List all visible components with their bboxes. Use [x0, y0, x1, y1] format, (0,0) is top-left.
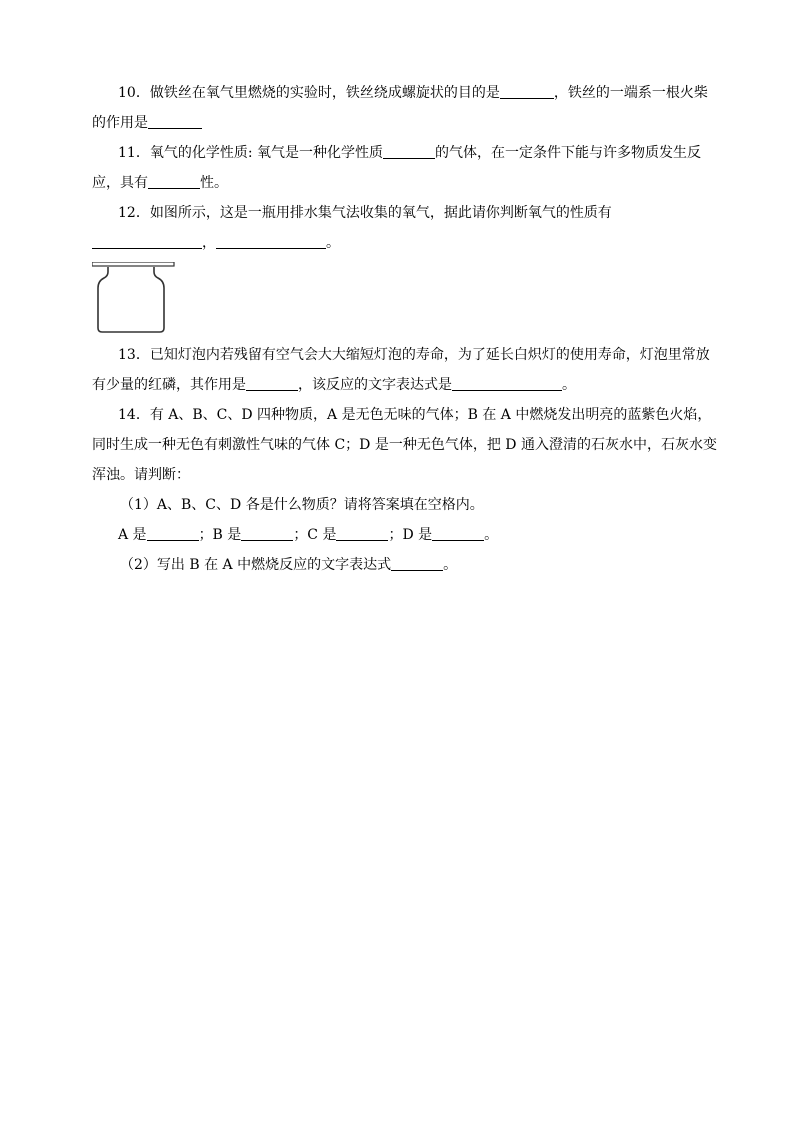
q14-text-3: 浑浊。请判断：	[92, 467, 190, 483]
question-13-line-1	[92, 340, 712, 370]
q14-c-blank[interactable]	[336, 526, 388, 541]
q14-a-label: A 是	[118, 527, 147, 543]
q14-sub1-text: （1）A、B、C、D 各是什么物质？请将答案填在空格内。	[120, 497, 484, 513]
q10-blank-2[interactable]	[148, 114, 202, 129]
q11-blank-1[interactable]	[383, 144, 435, 159]
question-14-line-1	[92, 400, 712, 430]
question-14-answers	[92, 520, 712, 550]
q12-sep: ，	[202, 235, 216, 251]
question-10-line-2	[92, 108, 712, 138]
question-13-line-2	[92, 370, 712, 400]
q14-text-2: 同时生成一种无色有刺激性气味的气体 C；D 是一种无色气体，把 D 通入澄清的石灰水中，石灰水变	[92, 437, 717, 453]
q14-sub2-blank[interactable]	[391, 556, 443, 571]
q12-end: 。	[326, 235, 340, 251]
q11-text-3: 应，具有	[92, 175, 148, 191]
q13-end: 。	[562, 377, 576, 393]
question-14-line-3	[92, 460, 712, 490]
q13-text-2: 有少量的红磷，其作用是	[92, 377, 246, 393]
figure-area	[92, 258, 712, 340]
q14-c-label: ；C 是	[293, 527, 337, 543]
q14-b-blank[interactable]	[241, 526, 293, 541]
question-11-line-2	[92, 168, 712, 198]
q12-blank-1[interactable]	[92, 234, 202, 249]
q10-text-3: 的作用是	[92, 115, 148, 131]
q14-sub2-end: 。	[443, 557, 458, 573]
q14-a-blank[interactable]	[147, 526, 199, 541]
question-14-line-2	[92, 430, 717, 460]
question-14-sub-1	[92, 490, 712, 520]
q11-text-2: 的气体，在一定条件下能与许多物质发生反	[434, 145, 701, 161]
question-list	[92, 78, 717, 580]
gas-collection-bottle-icon	[92, 262, 182, 338]
q14-d-label: ；D 是	[388, 527, 433, 543]
q14-answers-end: 。	[484, 527, 499, 543]
question-14-sub-2	[92, 550, 712, 580]
question-12-line-1	[92, 198, 712, 228]
q10-blank-1[interactable]	[500, 84, 554, 99]
q13-blank-1[interactable]	[246, 376, 298, 391]
q10-text-1: 10．做铁丝在氧气里燃烧的实验时，铁丝绕成螺旋状的目的是	[118, 85, 500, 101]
q14-sub2-text: （2）写出 B 在 A 中燃烧反应的文字表达式	[120, 557, 392, 573]
question-11-line-1	[92, 138, 712, 168]
q11-text-1: 11．氧气的化学性质: 氧气是一种化学性质	[118, 145, 383, 161]
question-12-line-2	[92, 228, 712, 258]
q14-b-label: ；B 是	[198, 527, 242, 543]
q13-blank-2[interactable]	[452, 376, 562, 391]
q10-text-2: ，铁丝的一端系一根火柴	[553, 85, 708, 101]
q14-d-blank[interactable]	[432, 526, 484, 541]
q12-text-1: 12．如图所示，这是一瓶用排水集气法收集的氧气，据此请你判断氧气的性质有	[118, 205, 612, 221]
q14-text-1: 14．有 A、B、C、D 四种物质，A 是无色无味的气体；B 在 A 中燃烧发出明亮的蓝紫色火焰，	[118, 407, 712, 423]
q11-text-4: 性。	[200, 175, 228, 191]
question-10-line-1	[92, 78, 712, 108]
q13-text-3: ，该反应的文字表达式是	[298, 377, 452, 393]
q11-blank-2[interactable]	[148, 174, 200, 189]
q12-blank-2[interactable]	[216, 234, 326, 249]
q13-text-1: 13．已知灯泡内若残留有空气会大大缩短灯泡的寿命，为了延长白炽灯的使用寿命，灯泡里常放	[118, 347, 710, 363]
